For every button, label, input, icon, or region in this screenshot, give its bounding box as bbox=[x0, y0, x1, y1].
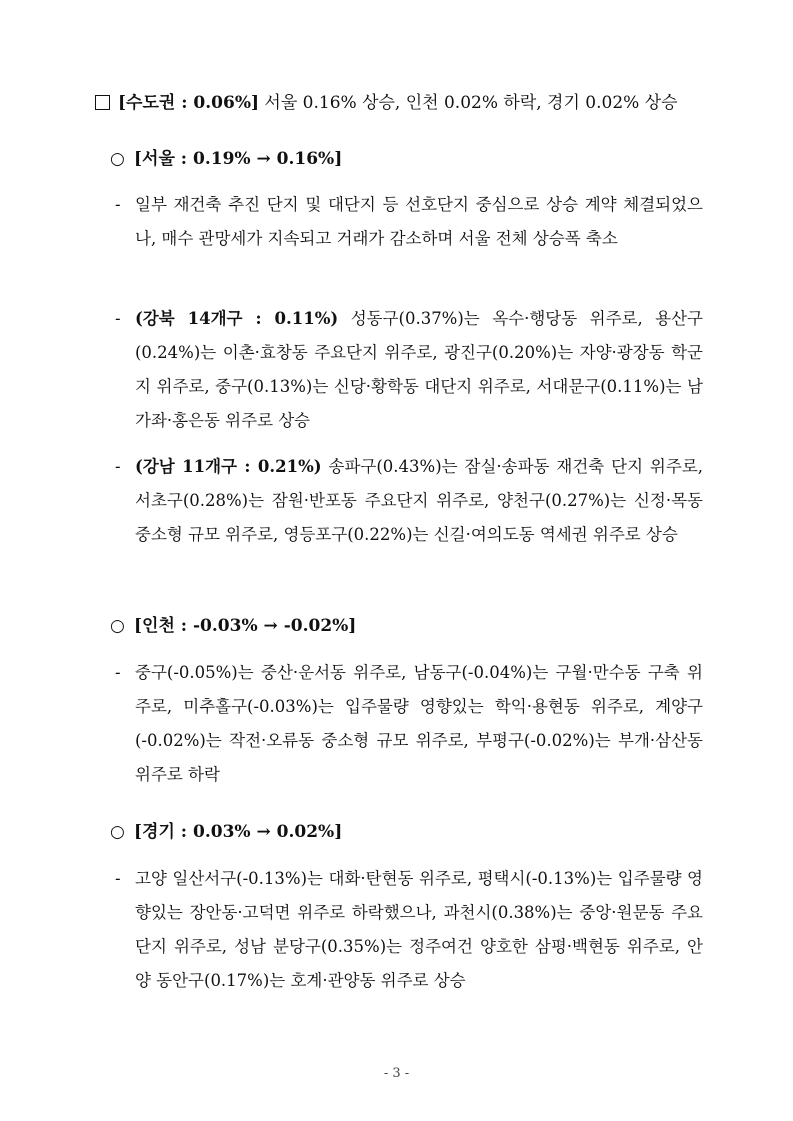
circle-bullet-icon: ○ bbox=[110, 822, 125, 842]
section-title-text: [서울 : 0.19% → 0.16%] bbox=[134, 149, 343, 169]
item-text: 송파구(0.43%)는 잠실·송파동 재건축 단지 위주로, 서초구(0.28%)는 잠원·반포동 주요단지 위주로, 양천구(0.27%)는 신정·목동 중소형 규모 위주로, 영등포구(0.22%)는 신길·여의도동 역세권 위주로 상승 bbox=[135, 457, 703, 544]
dash-bullet-icon: - bbox=[115, 457, 121, 476]
list-item bbox=[115, 656, 703, 792]
item-label: (강북 14개구 : 0.11%) bbox=[135, 309, 339, 328]
dash-bullet-icon: - bbox=[115, 869, 121, 888]
section-title-seoul bbox=[110, 146, 342, 172]
dash-bullet-icon: - bbox=[115, 195, 121, 214]
section-title-incheon bbox=[110, 613, 356, 639]
item-text: 고양 일산서구(-0.13%)는 대화·탄현동 위주로, 평택시(-0.13%)는 입주물량 영향있는 장안동·고덕면 위주로 하락했으나, 과천시(0.38%)는 중앙·원문동 주요단지 위주로, 성남 분당구(0.35%)는 정주여건 양호한 삼평·백현동 위주로, 안양 동안구(0.17%)는 호계·관양동 위주로 상승 bbox=[135, 869, 703, 990]
section-title-text: [인천 : -0.03% → -0.02%] bbox=[134, 616, 357, 636]
region-label: [수도권 : 0.06%] bbox=[118, 93, 260, 113]
section-title-gyeonggi bbox=[110, 819, 342, 845]
region-header bbox=[95, 90, 715, 116]
item-text: 성동구(0.37%)는 옥수·행당동 위주로, 용산구(0.24%)는 이촌·효창동 주요단지 위주로, 광진구(0.20%)는 자양·광장동 학군지 위주로, 중구(0.13%)는 신당·황학동 대단지 위주로, 서대문구(0.11%)는 남가좌·홍은동 위주로 상승 bbox=[135, 309, 703, 430]
list-item bbox=[115, 188, 703, 256]
circle-bullet-icon: ○ bbox=[110, 616, 125, 636]
item-text: 중구(-0.05%)는 중산·운서동 위주로, 남동구(-0.04%)는 구월·만수동 구축 위주로, 미추홀구(-0.03%)는 입주물량 영향있는 학익·용현동 위주로, 계양구(-0.02%)는 작전·오류동 중소형 규모 위주로, 부평구(-0.02%)는 부개·삼산동 위주로 하락 bbox=[135, 663, 703, 784]
item-text: 일부 재건축 추진 단지 및 대단지 등 선호단지 중심으로 상승 계약 체결되었으나, 매수 관망세가 지속되고 거래가 감소하며 서울 전체 상승폭 축소 bbox=[135, 195, 703, 248]
dash-bullet-icon: - bbox=[115, 663, 121, 682]
item-label: (강남 11개구 : 0.21%) bbox=[135, 457, 322, 476]
page-number: - 3 - bbox=[383, 1066, 410, 1081]
circle-bullet-icon: ○ bbox=[110, 149, 125, 169]
dash-bullet-icon: - bbox=[115, 309, 121, 328]
list-item bbox=[115, 302, 703, 438]
region-summary: 서울 0.16% 상승, 인천 0.02% 하락, 경기 0.02% 상승 bbox=[259, 93, 678, 113]
list-item bbox=[115, 450, 703, 552]
checkbox-square-icon bbox=[95, 95, 110, 110]
section-title-text: [경기 : 0.03% → 0.02%] bbox=[134, 822, 343, 842]
list-item bbox=[115, 862, 703, 998]
